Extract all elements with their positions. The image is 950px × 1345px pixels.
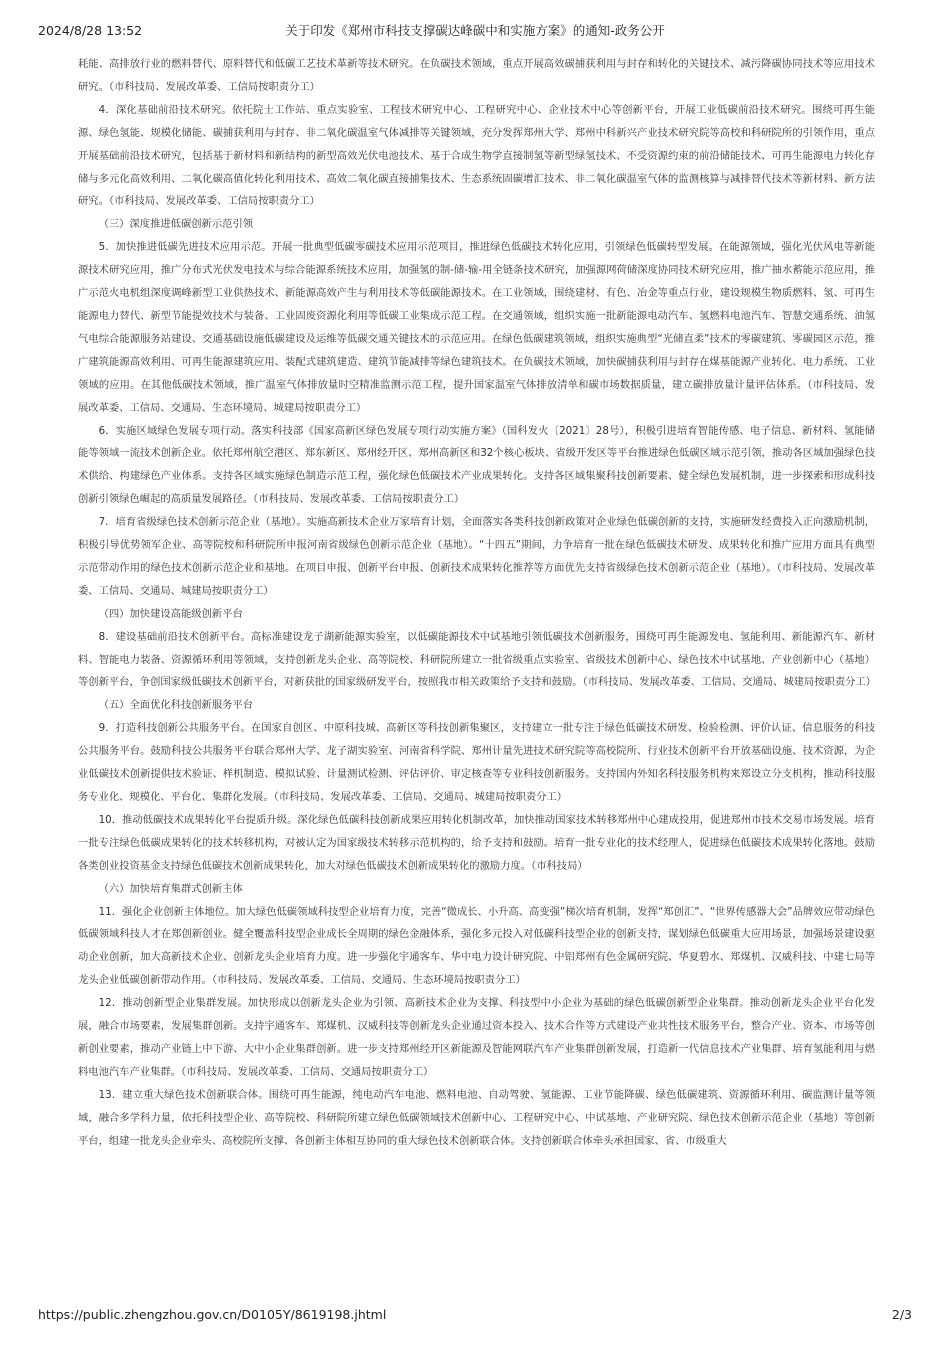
paragraph-item-13: 13．建立重大绿色技术创新联合体。围绕可再生能源，纯电动汽车电池、燃料电池、自动驾驶、氢能源、工业节能降碳、绿色低碳建筑、资源循环利用、碳监测计量等领域，融合多学科力量，依托科技型企业、高等院校、科研院所建立绿色低碳领域技术创新中心、工程研究中心、中试基地、产业研究院、绿色技术创新示范企业（基地）等创新平台，组建一批龙头企业牵头、高校院所支撑、各创新主体相互协同的重大绿色技术创新联合体。支持创新联合体牵头承担国家、省、市级重大	[78, 1088, 875, 1147]
paragraph-item-6: 6．实施区域绿色发展专项行动。落实科技部《国家高新区绿色发展专项行动实施方案》（国科发火〔2021〕28号），积极引进培育智能传感、电子信息、新材料、氢能储能等领域一流技术创新企业。依托郑州航空港区、郑东新区、郑州经开区、郑州高新区和32个核心板块、省级开发区等平台推进绿色低碳区域示范引领，推动各区域加强绿色技术供给、构建绿色产业体系。支持各区域实施绿色制造示范工程，强化绿色低碳技术产业成果转化。支持各区域集聚科技创新要素、健全绿色发展机制，进一步探索和形成科技创新引领绿色崛起的高质量发展路径。（市科技局、发展改革委、工信局按职责分工）	[78, 424, 875, 506]
paragraph-continuation: 耗能、高排放行业的燃料替代、原料替代和低碳工艺技术革新等技术研究。在负碳技术领域，重点开展高效碳捕获利用与封存和转化的关键技术、减污降碳协同技术等应用技术研究。（市科技局、发展改革委、工信局按职责分工）	[78, 58, 875, 93]
paragraph-item-4: 4．深化基础前沿技术研究。依托院士工作站、重点实验室、工程技术研究中心、工程研究中心、企业技术中心等创新平台，开展工业低碳前沿技术研究。围绕可再生能源、绿色氢能、规模化储能、碳捕获利用与封存、非二氧化碳温室气体减排等关键领域，充分发挥郑州大学、郑州中科新兴产业技术研究院等高校和科研院所的引领作用，重点开展基础前沿技术研究，包括基于新材料和新结构的新型高效光伏电池技术、基于合成生物学直接制氢等新型绿氢技术、不受资源约束的前沿储能技术、可再生能源电力转化存储与多元化高效利用、二氧化碳高值化转化利用技术、高效二氧化碳直接捕集技术、生态系统固碳增汇技术、非二氧化碳温室气体的监测核算与减排替代技术等新材料、新方法研究。（市科技局、发展改革委、工信局按职责分工）	[78, 103, 875, 208]
paragraph-item-12: 12．推动创新型企业集群发展。加快形成以创新龙头企业为引领、高新技术企业为支撑、科技型中小企业为基础的绿色低碳创新型企业集群。推动创新龙头企业平台化发展，融合市场要素，发展集群创新。支持宇通客车、郑煤机、汉威科技等创新龙头企业通过资本投入、技术合作等方式建设产业共性技术服务平台，整合产业、资本、市场等创新创业要素，推动产业链上中下游、大中小企业集群创新。进一步支持郑州经开区新能源及智能网联汽车产业集群创新发展，打造新一代信息技术产业集群、培育氢能利用与燃料电池汽车产业集群。（市科技局、发展改革委、工信局、交通局按职责分工）	[78, 997, 875, 1078]
paragraph-item-11: 11．强化企业创新主体地位。加大绿色低碳领域科技型企业培育力度，完善“微成长、小升高、高变强”梯次培育机制，发挥“郑创汇”、“世界传感器大会”品牌效应带动绿色低碳领域科技人才在郑创新创业。健全覆盖科技型企业成长全周期的绿色金融体系，强化多元投入对低碳科技型企业的创新支持，谋划绿色低碳重大应用场景，加强场景建设驱动企业创新，加大高新技术企业、创新龙头企业培育力度。进一步强化宇通客车、华中电力设计研究院、中铝郑州有色金属研究院、华夏碧水、郑煤机、汉威科技、中建七局等龙头企业低碳创新带动作用。（市科技局、发展改革委、工信局、交通局、生态环境局按职责分工）	[78, 905, 875, 987]
page-number: 2/3	[891, 1307, 912, 1322]
page-footer	[0, 1308, 950, 1328]
paragraph-item-5: 5．加快推进低碳先进技术应用示范。开展一批典型低碳零碳技术应用示范项目，推进绿色低碳技术转化应用，引领绿色低碳转型发展。在能源领域，强化光伏风电等新能源技术研究应用，推广分布式光伏发电技术与综合能源系统技术应用，加强氢的制-储-输-用全链条技术研究，加强源网荷储深度协同技术研究应用，推广抽水蓄能示范应用，推广示范火电机组深度调峰新型工业供热技术、新能源高效产生与利用技术等低碳能源技术。在工业领域，围绕建材、有色、冶金等重点行业，建设规模生物质燃料、氢、可再生能源电力替代、新型节能提效技术与装备、工业固废资源化利用等低碳工业集成示范工程。在交通领域，组织实施一批新能源电动汽车、氢燃料电池汽车、智慧交通系统、油氢气电综合能源服务站建设、交通基础设施低碳建设及运维等低碳交通关键技术的示范应用。在绿色低碳建筑领域，组织实施典型“光储直柔”技术的零碳建筑、零碳园区示范，推广建筑能源高效利用、可再生能源建筑应用、装配式建筑建造、建筑节能减排等绿色建筑技术。在负碳技术领域，加快碳捕获利用与封存在煤基能源产业转化、电力系统、工业领域的应用。在其他低碳技术领域，推广温室气体排放量时空精准监测示范工程，提升国家温室气体排放清单和碳市场数据质量，建立碳排放量计量评估体系。（市科技局、发展改革委、工信局、交通局、生态环境局、城建局按职责分工）	[78, 241, 875, 414]
section-heading-3: （三）深度推进低碳创新示范引领	[98, 218, 254, 231]
paragraph-item-7: 7．培育省级绿色技术创新示范企业（基地）。实施高新技术企业万家培育计划，全面落实各类科技创新政策对企业绿色低碳创新的支持，实施研发经费投入正向激励机制，积极引导优势领军企业、高等院校和科研院所申报河南省级绿色创新示范企业（基地）。“十四五”期间，力争培育一批在绿色低碳技术研发、成果转化和推广应用方面具有典型示范带动作用的绿色技术创新示范企业和基地。在项目申报、创新平台申报、创新技术成果转化推荐等方面优先支持省级绿色技术创新示范企业（基地）。（市科技局、发展改革委、工信局、交通局、城建局按职责分工）	[78, 516, 875, 597]
section-heading-5: （五）全面优化科技创新服务平台	[98, 699, 254, 712]
paragraph-item-8: 8．建设基础前沿技术创新平台。高标准建设龙子湖新能源实验室，以低碳能源技术中试基地引领低碳技术创新服务，围绕可再生能源发电、氢能利用、新能源汽车、新材料、智能电力装备、资源循环利用等领域，支持创新龙头企业、高等院校、科研院所建立一批省级重点实验室、省级技术创新中心、绿色技术中试基地、产业创新中心（基地）等创新平台，争创国家级低碳技术创新平台，对新获批的国家级研发平台，按照我市相关政策给予支持和鼓励。（市科技局、发展改革委、工信局、交通局、城建局按职责分工）	[78, 630, 877, 689]
print-datetime: 2024/8/28 13:52	[38, 23, 143, 38]
page-title: 关于印发《郑州市科技支撑碳达峰碳中和实施方案》的通知-政务公开	[285, 23, 665, 38]
paragraph-item-9: 9．打造科技创新公共服务平台。在国家自创区、中原科技城、高新区等科技创新集聚区，支持建立一批专注于绿色低碳技术研发、检验检测、评价认证、信息服务的科技公共服务平台。鼓励科技公共服务平台联合郑州大学、龙子湖实验室、河南省科学院、郑州计量先进技术研究院等高校院所、行业技术创新平台开放基础设施、技术资源，为企业低碳技术创新提供技术验证、样机制造、模拟试验、计量测试检测、评估评价、审定核查等专业科技创新服务。支持国内外知名科技服务机构来郑设立分支机构，推动科技服务专业化、规模化、平台化、集群化发展。（市科技局、发展改革委、工信局、交通局、城建局按职责分工）	[78, 722, 875, 803]
paragraph-item-10: 10．推动低碳技术成果转化平台提质升级。深化绿色低碳科技创新成果应用转化机制改革，加快推动国家技术转移郑州中心建成投用，促进郑州市技术交易市场发展。培育一批专注绿色低碳成果转化的技术转移机构，对被认定为国家级技术转移示范机构的，给予支持和鼓励。培育一批专业化的技术经理人，促进绿色低碳技术成果转化落地。鼓励各类创业投资基金支持绿色低碳技术创新成果转化，加大对绿色低碳技术创新成果转化的激励力度。（市科技局）	[78, 813, 875, 872]
page-header	[0, 0, 950, 40]
section-heading-6: （六）加快培育集群式创新主体	[98, 882, 243, 895]
document-body	[78, 53, 875, 1153]
section-heading-4: （四）加快建设高能级创新平台	[98, 607, 243, 620]
page-url[interactable]: https://public.zhengzhou.gov.cn/D0105Y/8619198.jhtml	[38, 1307, 387, 1322]
